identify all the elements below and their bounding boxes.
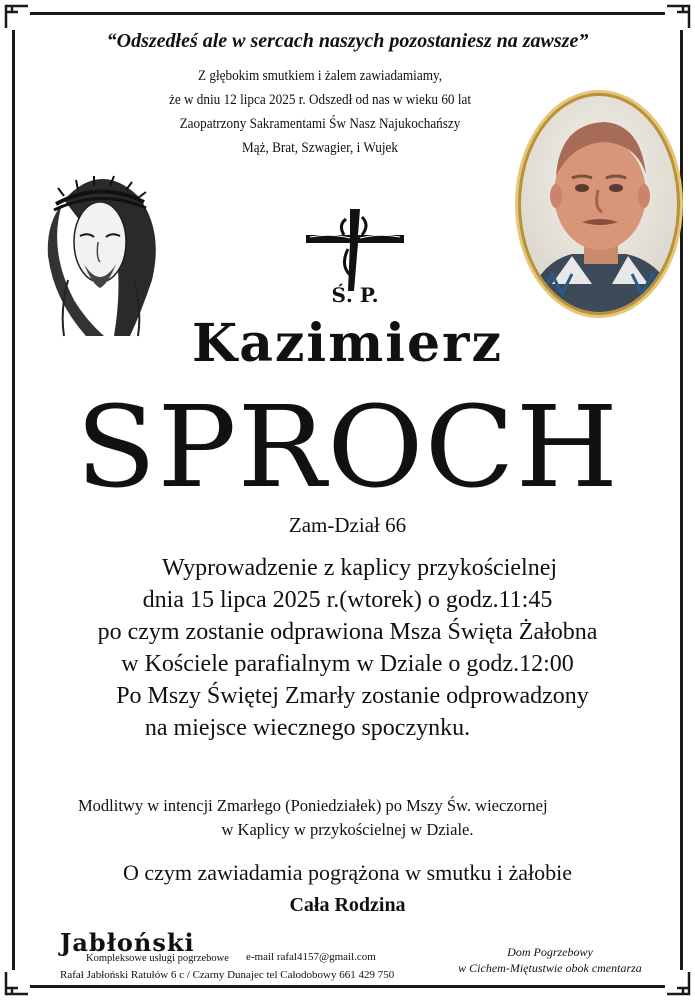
corner-ornament-top-left <box>4 4 30 30</box>
intro-line: Z głębokim smutkiem i żalem zawiadamiamy, <box>197 68 443 84</box>
contact-email: e-mail rafal4157@gmail.com <box>246 951 376 963</box>
deceased-first-name: Kazimierz <box>192 313 503 374</box>
family-note: O czym zawiadamia pogrążona w smutku i żałobie <box>122 860 572 885</box>
motto: “Odszedłeś ale w sercach naszych pozostaniesz na zawsze” <box>106 30 589 52</box>
ceremony-line: w Kościele parafialnym w Dziale o godz.12:00 <box>121 651 574 677</box>
funeral-home-location: w Cichem-Miętustwie obok cmentarza <box>458 961 642 975</box>
ceremony-line: dnia 15 lipca 2025 r.(wtorek) o godz.11:45 <box>142 587 553 613</box>
prayer-line: Modlitwy w intencji Zmarłego (Poniedziałek) po Mszy Św. wieczornej <box>78 796 548 815</box>
corner-ornament-bottom-right <box>665 970 691 996</box>
cross-icon <box>300 205 410 310</box>
deceased-portrait-photo <box>512 84 686 324</box>
prayer-info <box>50 794 645 842</box>
logo-tagline: Kompleksowe usługi pogrzebowe <box>86 953 229 964</box>
family-signature: Cała Rodzina <box>289 894 406 916</box>
ceremony-line: po czym zostanie odprawiona Msza Święta Żałobna <box>97 619 598 645</box>
ceremony-line: na miejsce wiecznego spoczynku. <box>144 715 471 741</box>
corner-ornament-top-right <box>665 4 691 30</box>
intro-line: że w dniu 12 lipca 2025 r. Odszedł od nas w wieku 60 lat <box>168 92 472 108</box>
logo-name: Jabłoński <box>60 928 195 957</box>
intro-line: Zaopatrzony Sakramentami Św Nasz Najukochańszy <box>179 116 461 132</box>
ceremony-line: Wyprowadzenie z kaplicy przykościelnej <box>161 555 558 581</box>
contact-address: Rafał Jabłoński Ratułów 6 c / Czarny Dunajec tel Całodobowy 661 429 750 <box>60 969 395 981</box>
corner-ornament-bottom-left <box>4 970 30 996</box>
funeral-home-label: Dom Pogrzebowy <box>507 945 593 959</box>
jesus-crown-of-thorns-image <box>34 160 166 338</box>
funeral-service-logo <box>60 928 400 984</box>
intro-line: Mąż, Brat, Szwagier, i Wujek <box>242 140 398 156</box>
funeral-home-info <box>440 944 660 976</box>
sp-initials: Ś. P. <box>331 283 379 307</box>
announcement-intro <box>144 64 496 160</box>
ceremony-line: Po Mszy Świętej Zmarły zostanie odprowadzony <box>116 683 589 709</box>
ceremony-details <box>40 552 655 744</box>
deceased-address: Zam-Dział 66 <box>288 513 407 537</box>
deceased-surname: SPROCH <box>75 383 620 513</box>
prayer-line: w Kaplicy w przykościelnej w Dziale. <box>221 820 474 839</box>
